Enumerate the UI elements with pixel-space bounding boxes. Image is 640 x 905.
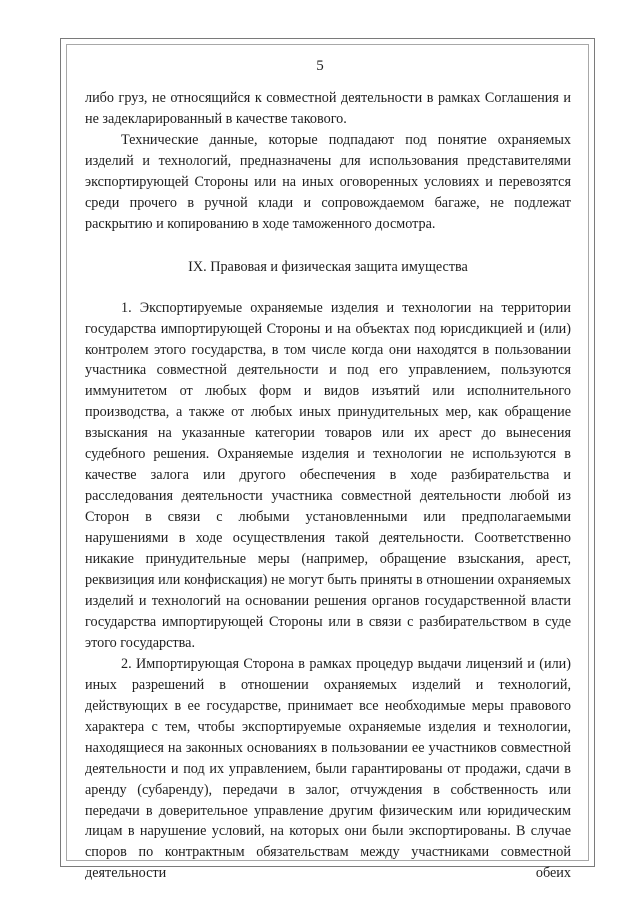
section-heading: IX. Правовая и физическая защита имущества bbox=[188, 258, 468, 275]
clause-2-paragraph: 2. Импортирующая Сторона в рамках процедур выдачи лицензий и (или) иных разрешений в отношении охраняемых изделий и технологий, действующих в ее государстве, принимает все необходимые меры правового характера с тем, чтобы экспортируемые охраняемые изделия и технологии, находящиеся на законных основаниях в пользовании ее участников совместной деятельности и под их управлением, были гарантированы от продажи, сдачи в аренду (субаренду), передачи в залог, отчуждения в собственность или передачи в доверительное управление другим физическим или юридическим лицам в нарушение условий, на которых они были экспортированы. В случае споров по контрактным обязательствам между участниками совместной деятельности обеих bbox=[85, 655, 571, 882]
document-body bbox=[85, 88, 571, 884]
technical-data-paragraph: Технические данные, которые подпадают под понятие охраняемых изделий и технологий, предназначены для использования представителями экспортирующей Стороны или на иных оговоренных условиях и перевозятся среди прочего в ручной клади и сопровождаемом багаже, не подлежат раскрытию и копированию в ходе таможенного досмотра. bbox=[85, 131, 571, 232]
clause-1-paragraph: 1. Экспортируемые охраняемые изделия и технологии на территории государства импортирующей Стороны и на объектах под юрисдикцией и (или) контролем этого государства, в том числе когда они находятся в пользовании участника совместной деятельности и под его управлением, пользуются иммунитетом от любых форм и видов изъятий или исполнительного производства, а также от любых иных принудительных мер, как обращение взыскания на указанные категории товаров или их арест до вынесения судебного решения. Охраняемые изделия и технологии не используются в качестве залога или другого обеспечения в ходе разбирательства и расследования деятельности участника совместной деятельности любой из Сторон в связи с любыми установленными или предполагаемыми нарушениями в ходе осуществления такой деятельности. Соответственно никакие принудительные меры (например, обращение взыскания, арест, реквизиция или конфискация) не могут быть приняты в отношении охраняемых изделий и технологий на основании решения органов государственной власти государства импортирующей Стороны или в связи с разбирательством в суде этого государства. bbox=[85, 299, 571, 651]
continuation-paragraph: либо груз, не относящийся к совместной деятельности в рамках Соглашения и не задекларированный в качестве такового. bbox=[85, 90, 571, 127]
page-number: 5 bbox=[316, 58, 324, 74]
